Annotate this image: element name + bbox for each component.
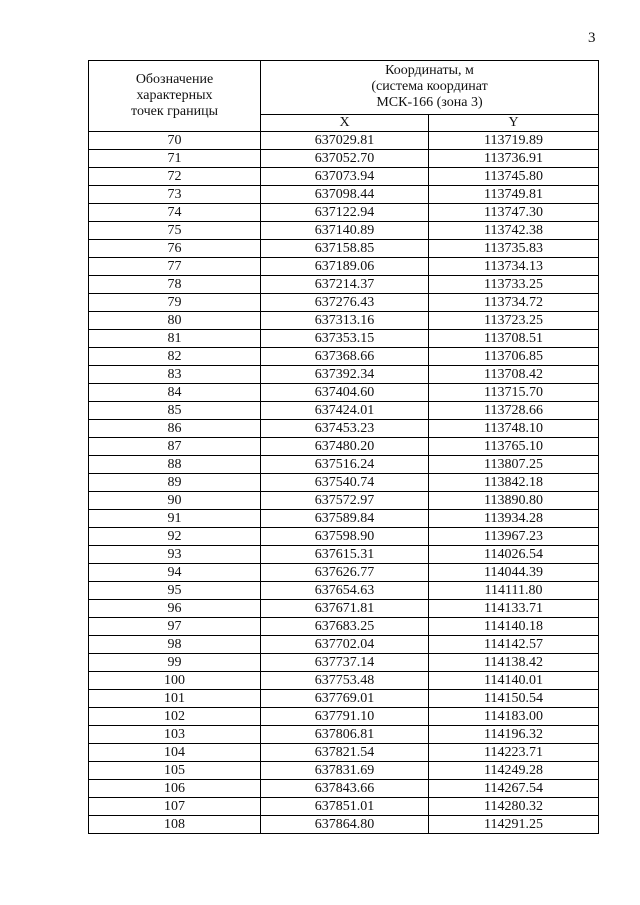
- coord-y: 113934.28: [429, 510, 599, 528]
- table-row: [89, 294, 599, 312]
- table-row: [89, 330, 599, 348]
- coord-y: 113742.38: [429, 222, 599, 240]
- coord-x: 637626.77: [261, 564, 429, 582]
- table-row: [89, 150, 599, 168]
- point-number: 80: [89, 312, 261, 330]
- coord-y: 114280.32: [429, 798, 599, 816]
- point-number: 97: [89, 618, 261, 636]
- coord-y: 113842.18: [429, 474, 599, 492]
- coord-y: 114267.54: [429, 780, 599, 798]
- coord-x: 637864.80: [261, 816, 429, 834]
- coord-y: 113708.42: [429, 366, 599, 384]
- coord-x: 637737.14: [261, 654, 429, 672]
- coord-x: 637313.16: [261, 312, 429, 330]
- point-number: 71: [89, 150, 261, 168]
- point-number: 101: [89, 690, 261, 708]
- point-number: 86: [89, 420, 261, 438]
- coord-x: 637214.37: [261, 276, 429, 294]
- table-row: [89, 402, 599, 420]
- coord-x: 637572.97: [261, 492, 429, 510]
- coord-x: 637098.44: [261, 186, 429, 204]
- coord-x: 637392.34: [261, 366, 429, 384]
- coord-x: 637453.23: [261, 420, 429, 438]
- point-number: 107: [89, 798, 261, 816]
- coord-x: 637189.06: [261, 258, 429, 276]
- table-row: [89, 708, 599, 726]
- coord-x: 637368.66: [261, 348, 429, 366]
- coord-x: 637140.89: [261, 222, 429, 240]
- coord-y: 113719.89: [429, 132, 599, 150]
- coord-x: 637052.70: [261, 150, 429, 168]
- table-row: [89, 726, 599, 744]
- table-row: [89, 384, 599, 402]
- point-number: 90: [89, 492, 261, 510]
- header-coords-line-2: (система координат: [371, 79, 488, 95]
- point-number: 79: [89, 294, 261, 312]
- point-number: 70: [89, 132, 261, 150]
- table-row: [89, 186, 599, 204]
- coord-y: 113765.10: [429, 438, 599, 456]
- coord-y: 113967.23: [429, 528, 599, 546]
- coord-x: 637158.85: [261, 240, 429, 258]
- table-row: [89, 366, 599, 384]
- table-row: [89, 744, 599, 762]
- table-row: [89, 312, 599, 330]
- coord-x: 637702.04: [261, 636, 429, 654]
- coord-y: 114142.57: [429, 636, 599, 654]
- header-points-line-1: Обозначение: [135, 72, 214, 87]
- table-row: [89, 600, 599, 618]
- coord-x: 637843.66: [261, 780, 429, 798]
- header-coordinates: [261, 61, 599, 115]
- table-row: [89, 258, 599, 276]
- coord-x: 637516.24: [261, 456, 429, 474]
- coord-y: 113736.91: [429, 150, 599, 168]
- header-x: X: [261, 114, 429, 132]
- coord-x: 637404.60: [261, 384, 429, 402]
- table-row: [89, 474, 599, 492]
- coord-y: 113728.66: [429, 402, 599, 420]
- coord-y: 114291.25: [429, 816, 599, 834]
- point-number: 96: [89, 600, 261, 618]
- coord-y: 113715.70: [429, 384, 599, 402]
- table-body: [89, 132, 599, 834]
- header-y: Y: [429, 114, 599, 132]
- point-number: 94: [89, 564, 261, 582]
- point-number: 104: [89, 744, 261, 762]
- coord-x: 637029.81: [261, 132, 429, 150]
- coord-y: 114138.42: [429, 654, 599, 672]
- table-row: [89, 240, 599, 258]
- coord-x: 637851.01: [261, 798, 429, 816]
- point-number: 89: [89, 474, 261, 492]
- coord-y: 113748.10: [429, 420, 599, 438]
- point-number: 84: [89, 384, 261, 402]
- table-row: [89, 762, 599, 780]
- coord-y: 113723.25: [429, 312, 599, 330]
- coord-y: 114140.18: [429, 618, 599, 636]
- coord-x: 637589.84: [261, 510, 429, 528]
- point-number: 85: [89, 402, 261, 420]
- point-number: 108: [89, 816, 261, 834]
- table-row: [89, 528, 599, 546]
- point-number: 76: [89, 240, 261, 258]
- point-number: 102: [89, 708, 261, 726]
- point-number: 78: [89, 276, 261, 294]
- coord-x: 637753.48: [261, 672, 429, 690]
- point-number: 73: [89, 186, 261, 204]
- coord-x: 637791.10: [261, 708, 429, 726]
- table-row: [89, 420, 599, 438]
- point-number: 98: [89, 636, 261, 654]
- coord-y: 113706.85: [429, 348, 599, 366]
- point-number: 75: [89, 222, 261, 240]
- coord-y: 113807.25: [429, 456, 599, 474]
- table-row: [89, 636, 599, 654]
- point-number: 74: [89, 204, 261, 222]
- table-row: [89, 348, 599, 366]
- header-boundary-points: [89, 61, 261, 132]
- table-row: [89, 168, 599, 186]
- coord-y: 113733.25: [429, 276, 599, 294]
- point-number: 100: [89, 672, 261, 690]
- coord-x: 637769.01: [261, 690, 429, 708]
- point-number: 106: [89, 780, 261, 798]
- table-row: [89, 816, 599, 834]
- coord-y: 114196.32: [429, 726, 599, 744]
- point-number: 81: [89, 330, 261, 348]
- coord-y: 113735.83: [429, 240, 599, 258]
- table-row: [89, 672, 599, 690]
- point-number: 88: [89, 456, 261, 474]
- point-number: 99: [89, 654, 261, 672]
- point-number: 103: [89, 726, 261, 744]
- point-number: 95: [89, 582, 261, 600]
- header-coords-line-3: МСК-166 (зона 3): [376, 95, 483, 111]
- coord-y: 114183.00: [429, 708, 599, 726]
- coord-y: 113745.80: [429, 168, 599, 186]
- table-row: [89, 456, 599, 474]
- table-row: [89, 204, 599, 222]
- table-row: [89, 276, 599, 294]
- table-row: [89, 582, 599, 600]
- table-row: [89, 780, 599, 798]
- coord-x: 637671.81: [261, 600, 429, 618]
- coord-y: 114150.54: [429, 690, 599, 708]
- coord-x: 637615.31: [261, 546, 429, 564]
- table-row: [89, 654, 599, 672]
- coord-y: 114133.71: [429, 600, 599, 618]
- coord-y: 114249.28: [429, 762, 599, 780]
- coord-x: 637683.25: [261, 618, 429, 636]
- point-number: 93: [89, 546, 261, 564]
- table-row: [89, 492, 599, 510]
- point-number: 82: [89, 348, 261, 366]
- table-row: [89, 564, 599, 582]
- header-points-line-2: характерных: [136, 88, 213, 103]
- coord-y: 114140.01: [429, 672, 599, 690]
- coord-x: 637122.94: [261, 204, 429, 222]
- coord-y: 113734.13: [429, 258, 599, 276]
- coord-x: 637353.15: [261, 330, 429, 348]
- coord-y: 114026.54: [429, 546, 599, 564]
- table-row: [89, 132, 599, 150]
- header-coords-line-1: Координаты, м: [385, 63, 474, 79]
- coord-x: 637276.43: [261, 294, 429, 312]
- coord-x: 637480.20: [261, 438, 429, 456]
- point-number: 91: [89, 510, 261, 528]
- page-number: 3: [588, 30, 596, 46]
- coord-x: 637540.74: [261, 474, 429, 492]
- coord-y: 113890.80: [429, 492, 599, 510]
- table-row: [89, 798, 599, 816]
- coord-x: 637598.90: [261, 528, 429, 546]
- coord-y: 114044.39: [429, 564, 599, 582]
- table-row: [89, 510, 599, 528]
- coord-x: 637821.54: [261, 744, 429, 762]
- coord-x: 637806.81: [261, 726, 429, 744]
- point-number: 92: [89, 528, 261, 546]
- coord-y: 114223.71: [429, 744, 599, 762]
- coord-x: 637424.01: [261, 402, 429, 420]
- coord-y: 113708.51: [429, 330, 599, 348]
- coord-y: 113749.81: [429, 186, 599, 204]
- coord-y: 113747.30: [429, 204, 599, 222]
- coordinates-table: [88, 60, 599, 834]
- table-row: [89, 438, 599, 456]
- table-row: [89, 546, 599, 564]
- point-number: 83: [89, 366, 261, 384]
- table-row: [89, 690, 599, 708]
- coord-y: 114111.80: [429, 582, 599, 600]
- point-number: 87: [89, 438, 261, 456]
- coord-x: 637654.63: [261, 582, 429, 600]
- coord-y: 113734.72: [429, 294, 599, 312]
- header-points-line-3: точек границы: [131, 104, 218, 119]
- table-row: [89, 222, 599, 240]
- coord-x: 637831.69: [261, 762, 429, 780]
- coord-x: 637073.94: [261, 168, 429, 186]
- point-number: 72: [89, 168, 261, 186]
- table-row: [89, 618, 599, 636]
- point-number: 105: [89, 762, 261, 780]
- point-number: 77: [89, 258, 261, 276]
